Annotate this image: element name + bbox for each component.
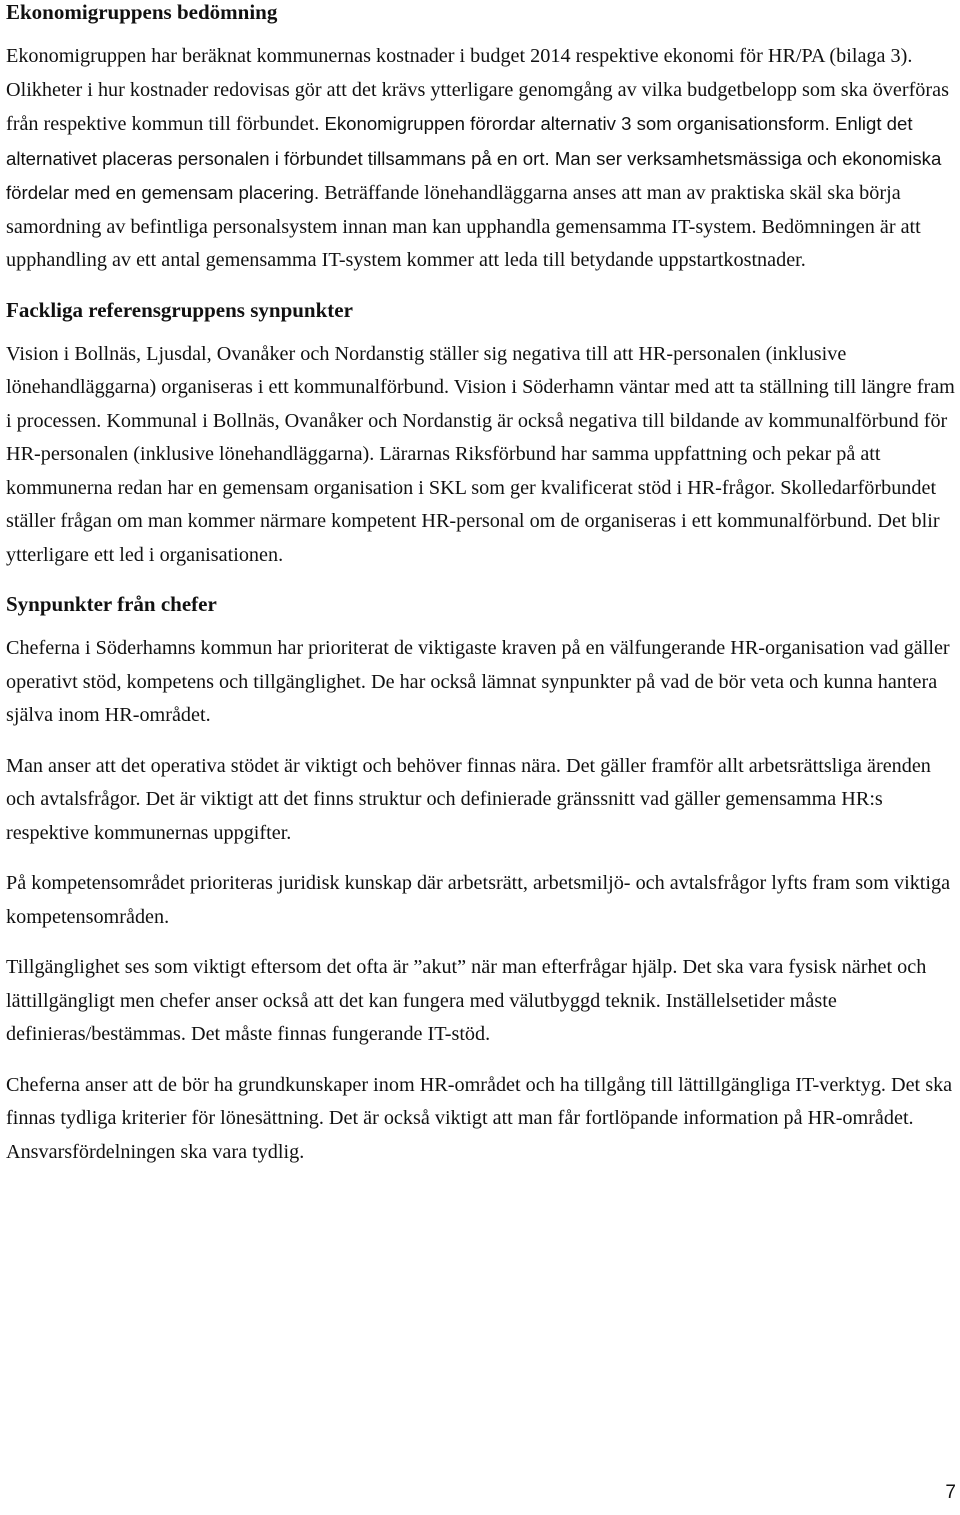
paragraph-chefer-5: Cheferna anser att de bör ha grundkunskaper inom HR-området och ha tillgång till lättillgängliga IT-verktyg. Det ska finnas tydliga kriterier för lönesättning. Det är också viktigt att man får fortlöpande information på HR-området. Ansvarsfördelningen ska vara tydlig. (6, 1073, 953, 1163)
paragraph-ekonomigruppen-part2: Ekonomigruppen förordar alternativ 3 som organisationsform. Enligt det alternativet placeras personalen i förbundet tillsammans på en ort. Man ser verksamhetsmässiga och ekonomiska fördelar med en gemensam placering. (6, 113, 942, 203)
paragraph-ekonomigruppen-part3: Beträffande lönehandläggarna anses att man av praktiska skäl ska börja samordning av befintliga personalsystem innan man kan upphandla gemensamma IT-system. Bedömningen är att upphandling av ett antal gemensamma IT-system kommer att leda till betydande uppstartkostnader. (6, 182, 921, 271)
paragraph-chefer-4: Tillgänglighet ses som viktigt eftersom det ofta är ”akut” när man efterfrågar hjälp. Det ska vara fysisk närhet och lättillgängligt men chefer anser också att det kan fungera med välutbyggd teknik. Inställelsetider måste definieras/bestämmas. Det måste finnas fungerande IT-stöd. (6, 956, 927, 1045)
paragraph-chefer-3: På kompetensområdet prioriteras juridisk kunskap där arbetsrätt, arbetsmiljö- och avtalsfrågor lyfts fram som viktiga kompetensområden. (6, 872, 951, 928)
paragraph-ekonomigruppen-part1: Ekonomigruppen har beräknat kommunernas kostnader i budget 2014 respektive ekonomi för HR/PA (bilaga 3). Olikheter i hur kostnader redovisas gör att det krävs ytterligare genomgång av vilka budgetbelopp som ska överföras från respektive kommun till förbundet. (6, 45, 949, 135)
section-heading-ekonomigruppen: Ekonomigruppens bedömning (6, 0, 278, 24)
paragraph-chefer-2: Man anser att det operativa stödet är viktigt och behöver finnas nära. Det gäller framför allt arbetsrättsliga ärenden och avtalsfrågor. Det är viktigt att det finns struktur och definierade gränssnitt vad gäller gemensamma HR:s respektive kommunernas uppgifter. (6, 754, 931, 844)
paragraph-fackliga: Vision i Bollnäs, Ljusdal, Ovanåker och Nordanstig ställer sig negativa till att HR-personalen (inklusive lönehandläggarna) organiseras i ett kommunalförbund. Vision i Söderhamn väntar med att ta ställning till längre fram i processen. Kommunal i Bollnäs, Ovanåker och Nordanstig är också negativa till bildande av kommunalförbund för HR-personalen (inklusive lönehandläggarna). Lärarnas Riksförbund har samma uppfattning och pekar på att kommunerna redan har en gemensam organisation i SKL som ger kvalificerat stöd i HR-frågor. Skolledarförbundet ställer frågan om man kommer närmare kompetent HR-personal om de organiseras i ett kommunalförbund. Det blir ytterligare ett led i organisationen. (6, 342, 955, 566)
section-heading-fackliga: Fackliga referensgruppens synpunkter (6, 297, 353, 322)
document-page (6, 0, 958, 1169)
section-heading-chefer: Synpunkter från chefer (6, 592, 217, 616)
page-number: 7 (945, 1482, 956, 1503)
paragraph-ekonomigruppen (6, 40, 958, 278)
paragraph-chefer-1: Cheferna i Söderhamns kommun har prioriterat de viktigaste kraven på en välfungerande HR-organisation vad gäller operativt stöd, kompetens och tillgänglighet. De har också lämnat synpunkter på vad de bör veta och kunna hantera själva inom HR-området. (6, 637, 950, 726)
